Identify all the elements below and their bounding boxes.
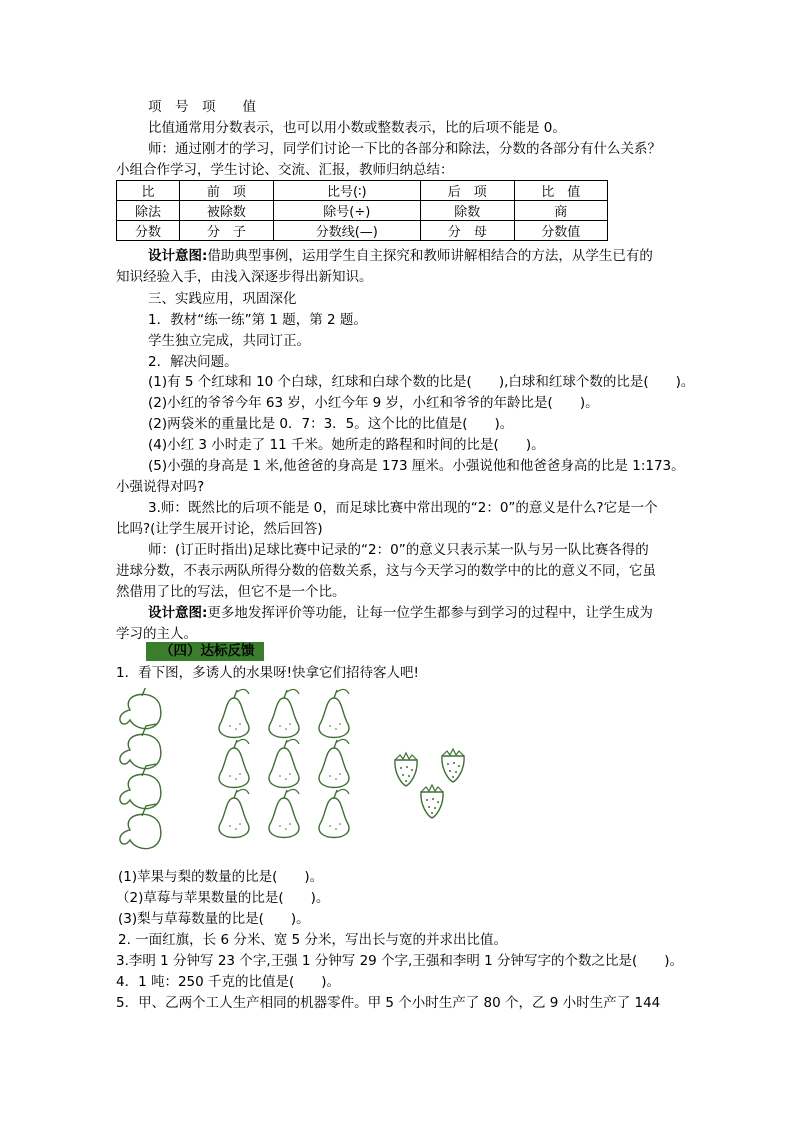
table-cell: 比 值	[514, 181, 608, 201]
text-line: 项 号 项 值	[148, 99, 256, 115]
table-cell: 分 子	[180, 221, 273, 241]
text-line: 2．解决问题。	[148, 354, 238, 370]
apple-icon	[120, 688, 161, 729]
text-line: 知识经验入手，由浅入深逐步得出新知识。	[116, 269, 373, 285]
text-line: (4)小红 3 小时走了 11 千米。她所走的路程和时间的比是( )。	[148, 437, 545, 453]
text-line: 三、实践应用，巩固深化	[148, 291, 297, 307]
table-cell: 后 项	[421, 181, 514, 201]
table-cell: 分数线(—)	[273, 221, 421, 241]
fruit-illustration	[116, 688, 478, 856]
table-cell: 比	[117, 181, 180, 201]
table-row	[117, 181, 608, 201]
text-line: 师：(订正时指出)足球比赛中记录的“2：0”的意义只表示某一队与另一队比赛各得的	[148, 542, 649, 558]
table-cell: 除数	[421, 201, 514, 221]
text-line: 学生独立完成，共同订正。	[148, 333, 310, 349]
table-cell: 除法	[117, 201, 180, 221]
table-row	[117, 201, 608, 221]
comparison-table	[116, 180, 608, 241]
text-line: 3.师：既然比的后项不能是 0，而足球比赛中常出现的“2：0”的意义是什么?它是一个	[148, 500, 658, 516]
table-cell: 分 母	[421, 221, 514, 241]
text-line: 小组合作学习，学生讨论、交流、汇报，教师归纳总结：	[116, 162, 454, 178]
pear-icon	[219, 739, 249, 787]
text-line: 比值通常用分数表示，也可以用小数或整数表示，比的后项不能是 0。	[148, 120, 566, 136]
pear-icon	[319, 739, 349, 787]
apple-group	[120, 688, 161, 849]
design-intent-1	[148, 247, 653, 265]
table-cell: 前 项	[180, 181, 273, 201]
strawberry-icon	[421, 785, 443, 818]
table-cell: 分数值	[514, 221, 608, 241]
pear-icon	[319, 689, 349, 737]
table-cell: 商	[514, 201, 608, 221]
text-line: 学习的主人。	[116, 626, 197, 642]
pear-icon	[219, 789, 249, 837]
table-cell: 除号(÷)	[273, 201, 421, 221]
strawberry-group	[395, 749, 464, 818]
apple-icon	[120, 724, 161, 769]
pear-icon	[269, 739, 299, 787]
pear-group	[219, 689, 349, 837]
table-cell: 被除数	[180, 201, 273, 221]
pear-icon	[219, 689, 249, 737]
design-intent-text: 借助典型事例，运用学生自主探究和教师讲解相结合的方法，从学生已有的	[207, 248, 653, 264]
text-line: 比吗?(让学生展开讨论，然后回答)	[116, 521, 323, 537]
design-intent-label: 设计意图:	[148, 248, 208, 264]
text-line: 1．教材“练一练”第 1 题，第 2 题。	[148, 312, 367, 328]
strawberry-icon	[442, 749, 464, 782]
table-row	[117, 221, 608, 241]
apple-icon	[120, 764, 161, 809]
answer-line: （2)草莓与苹果数量的比是( )。	[116, 890, 330, 906]
answer-line: 2. 一面红旗，长 6 分米、宽 5 分米，写出长与宽的并求出比值。	[118, 932, 508, 948]
pear-icon	[319, 789, 349, 837]
text-line: (2)两袋米的重量比是 0．7：3．5。这个比的比值是( )。	[148, 416, 514, 432]
text-line: 师：通过刚才的学习，同学们讨论一下比的各部分和除法，分数的各部分有什么关系？	[148, 141, 661, 157]
answer-line: (1)苹果与梨的数量的比是( )。	[118, 869, 324, 885]
design-intent-label: 设计意图:	[148, 605, 208, 621]
text-line: (5)小强的身高是 1 米,他爸爸的身高是 173 厘米。小强说他和他爸爸身高的比是 1:173。	[148, 458, 685, 474]
answer-line: (3)梨与草莓数量的比是( )。	[118, 911, 310, 927]
table-cell: 比号(∶)	[273, 181, 421, 201]
section-heading-feedback: （四）达标反馈	[146, 642, 264, 661]
table-cell: 分数	[117, 221, 180, 241]
design-intent-text: 更多地发挥评价等功能，让每一位学生都参与到学习的过程中，让学生成为	[207, 605, 653, 621]
design-intent-2	[148, 604, 653, 622]
answer-line: 3.李明 1 分钟写 23 个字,王强 1 分钟写 29 个字,王强和李明 1 分钟写字的个数之比是( )。	[116, 953, 684, 969]
pear-icon	[269, 689, 299, 737]
answer-line: 5．甲、乙两个工人生产相同的机器零件。甲 5 个小时生产了 80 个，乙 9 小时生产了 144	[116, 995, 661, 1011]
text-line: (2)小红的爷爷今年 63 岁，小红今年 9 岁，小红和爷爷的年龄比是( )。	[148, 395, 599, 411]
text-line: 进球分数，不表示两队所得分数的倍数关系，这与今天学习的数学中的比的意义不同，它虽	[116, 563, 656, 579]
question-1: 1．看下图，多诱人的水果呀!快拿它们招待客人吧!	[116, 665, 419, 681]
text-line: 小强说得对吗?	[116, 479, 205, 495]
text-line: 然借用了比的写法，但它不是一个比。	[116, 584, 346, 600]
pear-icon	[269, 789, 299, 837]
strawberry-icon	[395, 753, 417, 786]
answer-line: 4．1 吨：250 千克的比值是( )。	[116, 974, 341, 990]
text-line: (1)有 5 个红球和 10 个白球，红球和白球个数的比是( ),白球和红球个数的比是( )。	[148, 374, 695, 390]
apple-icon	[120, 804, 161, 849]
